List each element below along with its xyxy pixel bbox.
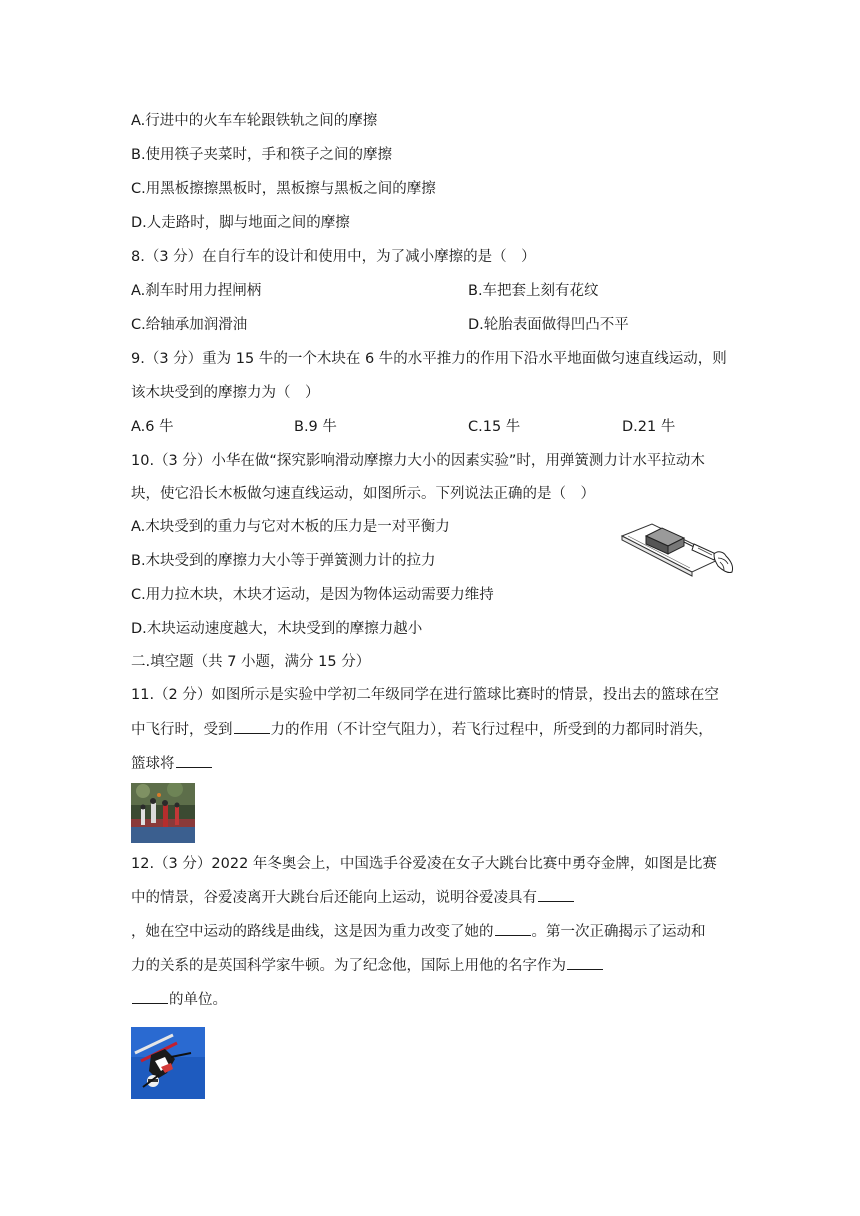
q7-option-b: B.使用筷子夹菜时，手和筷子之间的摩擦: [131, 147, 393, 163]
q8-option-c: C.给轴承加润滑油: [131, 317, 248, 333]
q11-line1: 11.（2 分）如图所示是实验中学初二年级同学在进行篮球比赛时的情景，投出去的篮球在空: [131, 687, 719, 703]
q11-line2-text-b: 力的作用（不计空气阻力），若飞行过程中，所受到的力都同时消失，: [270, 722, 713, 738]
q12-line4-text-a: 力的关系的是英国科学家牛顿。为了纪念他，国际上用他的名字作为: [131, 958, 566, 974]
q11-line3-text-a: 篮球将: [131, 756, 175, 772]
freestyle-skier-photo: [131, 1027, 205, 1099]
q11-line2-text-a: 中飞行时，受到: [131, 722, 233, 738]
q12-line3: [131, 921, 706, 943]
q9-option-a: A.6 牛: [131, 419, 174, 435]
q12-line2-text-a: 中的情景，谷爱凌离开大跳台后还能向上运动，说明谷爱凌具有: [131, 890, 537, 906]
basketball-game-photo: [131, 783, 195, 843]
q12-blank-3[interactable]: [567, 955, 603, 970]
q9-option-d: D.21 牛: [622, 419, 676, 435]
q12-line1: 12.（3 分）2022 年冬奥会上，中国选手谷爱凌在女子大跳台比赛中勇夺金牌，如图是比赛: [131, 856, 717, 872]
q10-stem-line2: 块，使它沿长木板做匀速直线运动，如图所示。下列说法正确的是（ ）: [131, 486, 595, 502]
q12-line5: [131, 989, 227, 1011]
q7-option-c: C.用黑板擦擦黑板时，黑板擦与黑板之间的摩擦: [131, 181, 436, 197]
q11-blank-2[interactable]: [176, 753, 212, 768]
q9-option-b: B.9 牛: [294, 419, 337, 435]
q11-blank-1[interactable]: [234, 719, 270, 734]
q10-option-d: D.木块运动速度越大，木块受到的摩擦力越小: [131, 621, 423, 637]
q9-option-c: C.15 牛: [468, 419, 521, 435]
friction-experiment-figure: [618, 514, 738, 580]
q12-line3-text-b: 。第一次正确揭示了运动和: [531, 924, 706, 940]
q12-line4: [131, 955, 604, 977]
q12-blank-2[interactable]: [495, 921, 531, 936]
q12-blank-1[interactable]: [538, 887, 574, 902]
q10-stem-line1: 10.（3 分）小华在做“探究影响滑动摩擦力大小的因素实验”时，用弹簧测力计水平拉动木: [131, 453, 705, 469]
q12-blank-3-continued[interactable]: [132, 989, 168, 1004]
q7-option-d: D.人走路时，脚与地面之间的摩擦: [131, 215, 350, 231]
q9-stem-line1: 9.（3 分）重为 15 牛的一个木块在 6 牛的水平推力的作用下沿水平地面做匀速直线运动，则: [131, 351, 727, 367]
q12-line3-text-a: ，她在空中运动的路线是曲线，这是因为重力改变了她的: [131, 924, 494, 940]
q8-option-a: A.刹车时用力捏闸柄: [131, 283, 262, 299]
q11-line3: [131, 753, 213, 775]
q7-option-a: A.行进中的火车车轮跟铁轨之间的摩擦: [131, 113, 378, 129]
q8-option-b: B.车把套上刻有花纹: [468, 283, 599, 299]
q8-stem: 8.（3 分）在自行车的设计和使用中，为了减小摩擦的是（ ）: [131, 249, 536, 265]
q12-line5-text-b: 的单位。: [169, 992, 227, 1008]
section-heading-fill-in: 二.填空题（共 7 小题，满分 15 分）: [131, 654, 371, 670]
q10-option-c: C.用力拉木块，木块才运动，是因为物体运动需要力维持: [131, 587, 494, 603]
q10-option-a: A.木块受到的重力与它对木板的压力是一对平衡力: [131, 519, 450, 535]
q9-stem-line2: 该木块受到的摩擦力为（ ）: [131, 385, 320, 401]
q11-line2: [131, 719, 713, 741]
q12-line2: [131, 887, 575, 909]
q8-option-d: D.轮胎表面做得凹凸不平: [468, 317, 629, 333]
q10-option-b: B.木块受到的摩擦力大小等于弹簧测力计的拉力: [131, 553, 436, 569]
